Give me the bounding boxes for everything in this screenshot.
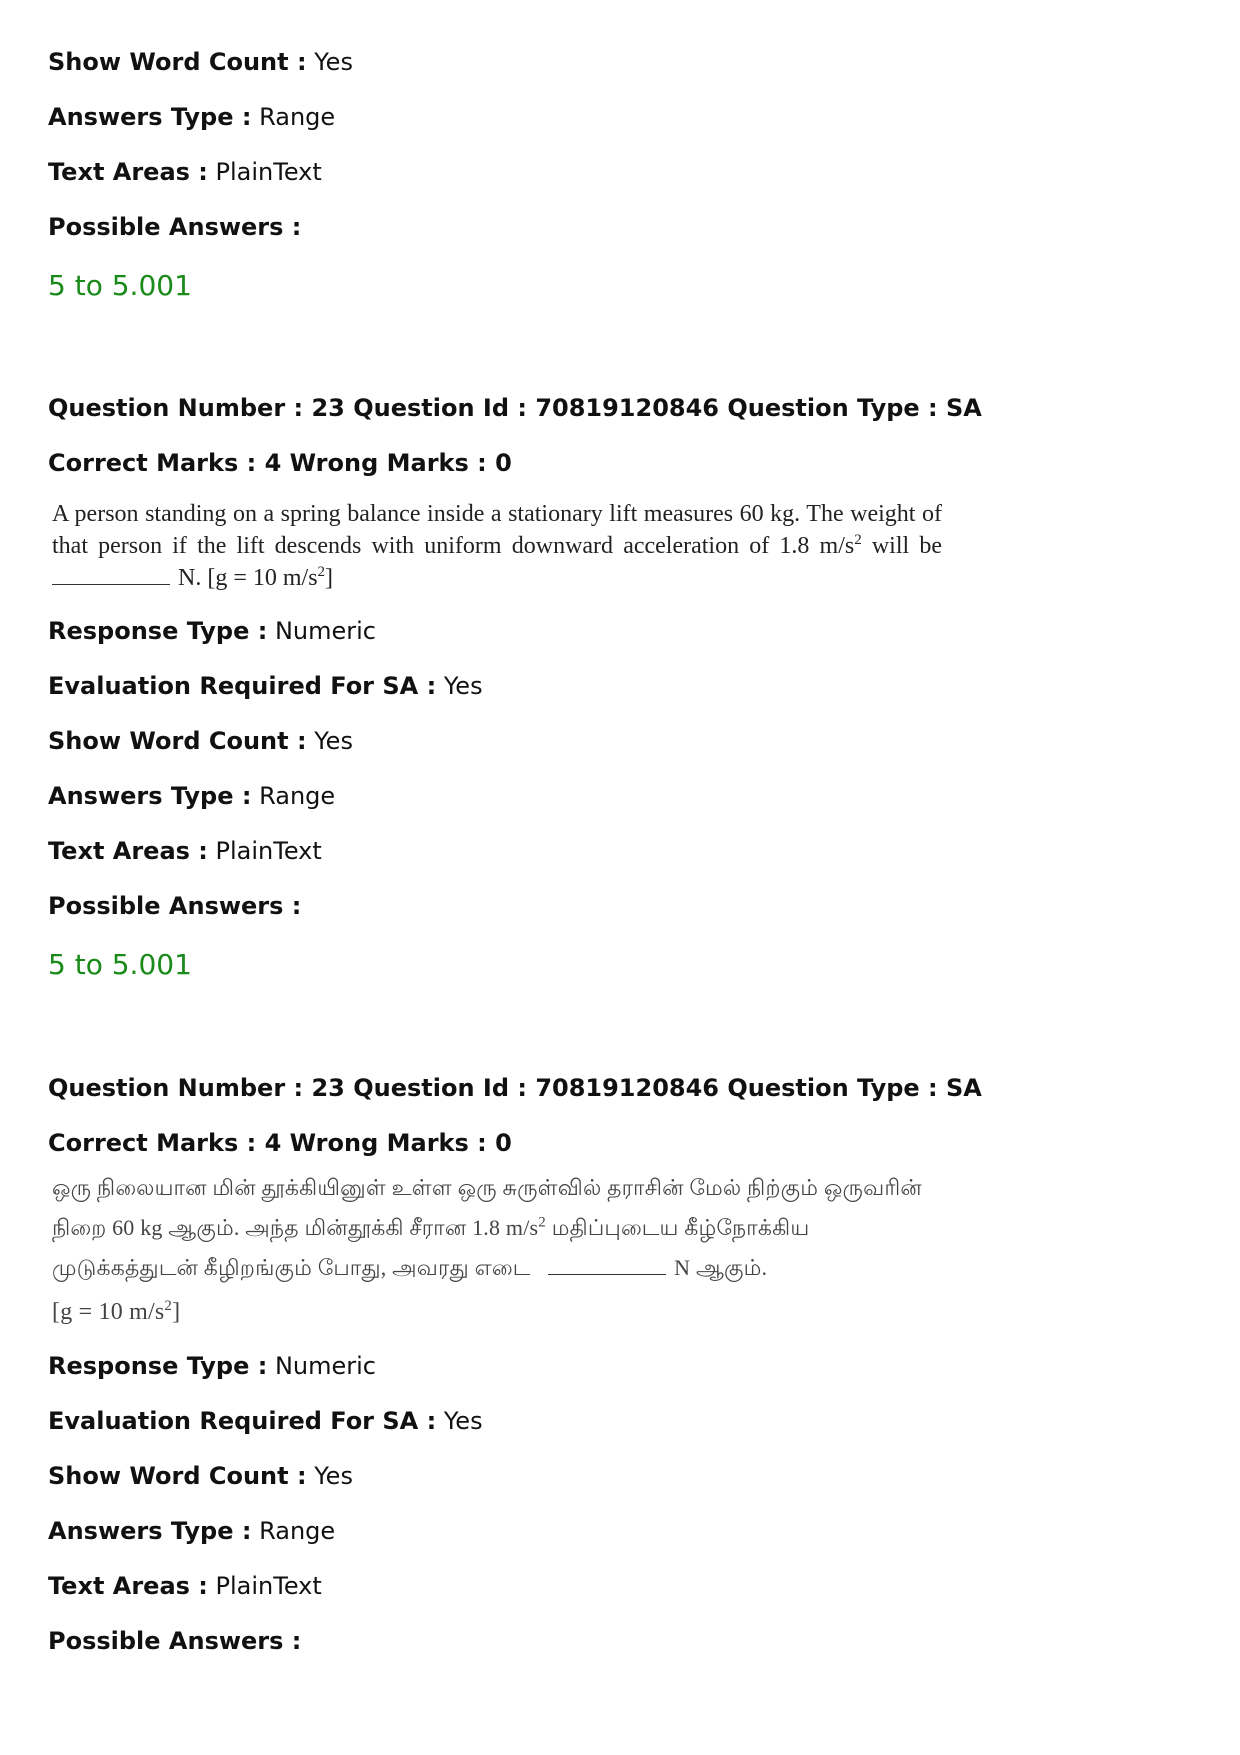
question-text-line: ஒரு நிலையான மின் தூக்கியினுள் உள்ள ஒரு சுருள்வில் தராசின் மேல் நிற்கும் ஒருவரின்	[52, 1175, 922, 1200]
response-type-row	[48, 616, 376, 646]
field-label: Answers Type :	[48, 103, 252, 131]
field-label: Text Areas :	[48, 158, 208, 186]
evaluation-row	[48, 671, 483, 701]
marks-row	[48, 1128, 512, 1158]
possible-answers-row	[48, 891, 301, 921]
answer-blank	[52, 584, 170, 585]
question-header-text: Question Number : 23 Question Id : 70819120846 Question Type : SA	[48, 394, 982, 422]
question-text-line	[52, 1208, 942, 1248]
field-value: Range	[259, 1517, 336, 1545]
superscript: 2	[164, 1298, 173, 1314]
field-label: Answers Type :	[48, 782, 252, 810]
field-value: Yes	[314, 48, 353, 76]
field-value: Numeric	[274, 617, 376, 645]
question-text-line	[52, 530, 942, 562]
answers-type-row	[48, 1516, 335, 1546]
answers-type-row	[48, 102, 335, 132]
possible-answers-row	[48, 212, 301, 242]
question-text-line: A person standing on a spring balance inside a stationary lift measures 60 kg. The weight of	[52, 501, 942, 527]
answer-blank	[548, 1274, 666, 1275]
superscript: 2	[317, 564, 326, 580]
question-text-line	[52, 562, 942, 594]
question-header	[48, 393, 982, 423]
field-label: Show Word Count :	[48, 48, 307, 76]
text-fragment: that person if the lift descends with uniform downward acceleration of 1.8 m/s	[52, 533, 855, 559]
text-fragment: ]	[172, 1299, 181, 1325]
answers-type-row	[48, 781, 335, 811]
response-type-row	[48, 1351, 376, 1381]
field-label: Answers Type :	[48, 1517, 252, 1545]
text-areas-row	[48, 1571, 322, 1601]
possible-answers-row	[48, 1626, 301, 1656]
question-text	[52, 1168, 942, 1332]
marks-text: Correct Marks : 4 Wrong Marks : 0	[48, 1129, 512, 1157]
show-word-count-row	[48, 1461, 353, 1491]
text-fragment: முடுக்கத்துடன் கீழிறங்கும் போது, அவரது எடை	[52, 1255, 531, 1280]
show-word-count-row	[48, 726, 353, 756]
text-fragment: N ஆகும்.	[674, 1255, 768, 1280]
text-fragment: நிறை 60 kg ஆகும். அந்த மின்தூக்கி சீரான 1.8 m/s	[52, 1215, 539, 1240]
field-label: Possible Answers :	[48, 1627, 302, 1655]
question-text-line	[52, 1292, 942, 1332]
field-value: Range	[259, 103, 336, 131]
field-value: PlainText	[215, 158, 322, 186]
text-fragment: மதிப்புடைய கீழ்நோக்கிய	[546, 1215, 810, 1240]
text-fragment: ]	[325, 565, 334, 591]
superscript: 2	[854, 532, 862, 548]
text-fragment: N. [g = 10 m/s	[178, 565, 318, 591]
field-value: Range	[259, 782, 336, 810]
field-label: Possible Answers :	[48, 213, 302, 241]
field-value: Yes	[314, 1462, 353, 1490]
text-fragment: will be	[861, 533, 942, 559]
field-label: Text Areas :	[48, 837, 208, 865]
marks-text: Correct Marks : 4 Wrong Marks : 0	[48, 449, 512, 477]
field-label: Show Word Count :	[48, 727, 307, 755]
text-areas-row	[48, 836, 322, 866]
field-label: Response Type :	[48, 1352, 268, 1380]
field-label: Response Type :	[48, 617, 268, 645]
show-word-count-row	[48, 47, 353, 77]
marks-row	[48, 448, 512, 478]
field-label: Show Word Count :	[48, 1462, 307, 1490]
field-value: Yes	[443, 672, 483, 700]
field-label: Text Areas :	[48, 1572, 208, 1600]
field-value: Yes	[443, 1407, 483, 1435]
field-label: Possible Answers :	[48, 892, 302, 920]
question-header	[48, 1073, 982, 1103]
field-label: Evaluation Required For SA :	[48, 672, 437, 700]
question-header-text: Question Number : 23 Question Id : 70819120846 Question Type : SA	[48, 1074, 982, 1102]
possible-answer-value: 5 to 5.001	[48, 269, 192, 302]
superscript: 2	[538, 1214, 546, 1231]
field-value: Yes	[314, 727, 353, 755]
field-value: Numeric	[274, 1352, 376, 1380]
text-areas-row	[48, 157, 322, 187]
possible-answer-value: 5 to 5.001	[48, 948, 192, 981]
question-text	[52, 498, 942, 594]
text-fragment: [g = 10 m/s	[52, 1299, 165, 1325]
field-label: Evaluation Required For SA :	[48, 1407, 437, 1435]
field-value: PlainText	[215, 837, 322, 865]
evaluation-row	[48, 1406, 483, 1436]
question-text-line	[52, 1248, 942, 1288]
field-value: PlainText	[215, 1572, 322, 1600]
